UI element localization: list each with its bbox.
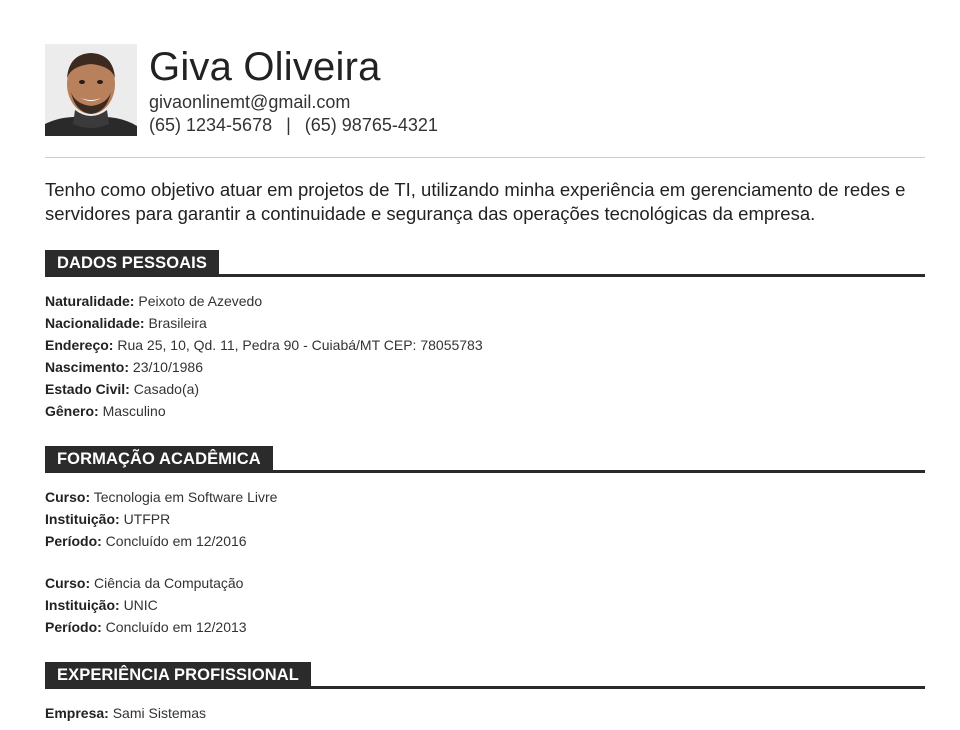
field-row bbox=[45, 378, 925, 400]
field-label: Curso: bbox=[45, 489, 91, 505]
field-row bbox=[45, 530, 925, 552]
section-title: DADOS PESSOAIS bbox=[45, 250, 219, 277]
field-value: Casado(a) bbox=[133, 381, 200, 397]
dados-pessoais-list bbox=[45, 290, 925, 422]
candidate-name: Giva Oliveira bbox=[149, 45, 381, 89]
field-value: Tecnologia em Software Livre bbox=[93, 489, 278, 505]
field-value: Masculino bbox=[102, 403, 166, 419]
field-row bbox=[45, 616, 925, 638]
phone-primary: (65) 1234-5678 bbox=[149, 115, 273, 135]
phone-line bbox=[149, 113, 438, 137]
formacao-list bbox=[45, 486, 925, 638]
section-header-experiencia bbox=[45, 662, 925, 689]
field-value: Sami Sistemas bbox=[112, 705, 207, 721]
section-title: FORMAÇÃO ACADÊMICA bbox=[45, 446, 273, 473]
field-label: Empresa: bbox=[45, 705, 109, 721]
field-label: Endereço: bbox=[45, 337, 114, 353]
field-value: UTFPR bbox=[123, 511, 171, 527]
field-label: Nascimento: bbox=[45, 359, 130, 375]
field-row bbox=[45, 290, 925, 312]
email-text: givaonlinemt@gmail.com bbox=[149, 92, 351, 112]
section-header-dados-pessoais bbox=[45, 250, 925, 277]
contact-block bbox=[149, 44, 438, 137]
field-row bbox=[45, 312, 925, 334]
header-divider bbox=[45, 157, 925, 158]
field-value: 23/10/1986 bbox=[132, 359, 203, 375]
field-row bbox=[45, 594, 925, 616]
field-row bbox=[45, 334, 925, 356]
field-row bbox=[45, 702, 925, 724]
field-value: Peixoto de Azevedo bbox=[138, 293, 263, 309]
field-value: Brasileira bbox=[148, 315, 207, 331]
field-row bbox=[45, 572, 925, 594]
resume-header bbox=[45, 44, 925, 138]
field-row bbox=[45, 508, 925, 530]
field-label: Curso: bbox=[45, 575, 91, 591]
field-label: Período: bbox=[45, 619, 102, 635]
field-label: Naturalidade: bbox=[45, 293, 135, 309]
experiencia-list bbox=[45, 702, 925, 724]
phone-secondary: (65) 98765-4321 bbox=[304, 115, 438, 135]
field-value: UNIC bbox=[123, 597, 158, 613]
field-value: Concluído em 12/2016 bbox=[105, 533, 247, 549]
resume-page bbox=[45, 44, 925, 724]
section-title: EXPERIÊNCIA PROFISSIONAL bbox=[45, 662, 311, 689]
profile-photo bbox=[45, 44, 137, 136]
field-value: Ciência da Computação bbox=[94, 575, 244, 591]
field-label: Instituição: bbox=[45, 597, 120, 613]
field-label: Gênero: bbox=[45, 403, 99, 419]
field-value: Rua 25, 10, Qd. 11, Pedra 90 - Cuiabá/MT CEP: 78055783 bbox=[117, 337, 483, 353]
phone-separator: | bbox=[286, 115, 291, 135]
field-row bbox=[45, 486, 925, 508]
field-row bbox=[45, 356, 925, 378]
objective-text: Tenho como objetivo atuar em projetos de TI, utilizando minha experiência em gerenciamento de redes e servidores para garantir a continuidade e segurança das operações tecnológicas da empresa. bbox=[45, 179, 906, 224]
field-label: Período: bbox=[45, 533, 102, 549]
field-row bbox=[45, 400, 925, 422]
section-header-formacao bbox=[45, 446, 925, 473]
field-label: Nacionalidade: bbox=[45, 315, 145, 331]
entry-gap bbox=[45, 552, 925, 572]
field-label: Instituição: bbox=[45, 511, 120, 527]
field-label: Estado Civil: bbox=[45, 381, 130, 397]
field-value: Concluído em 12/2013 bbox=[105, 619, 247, 635]
